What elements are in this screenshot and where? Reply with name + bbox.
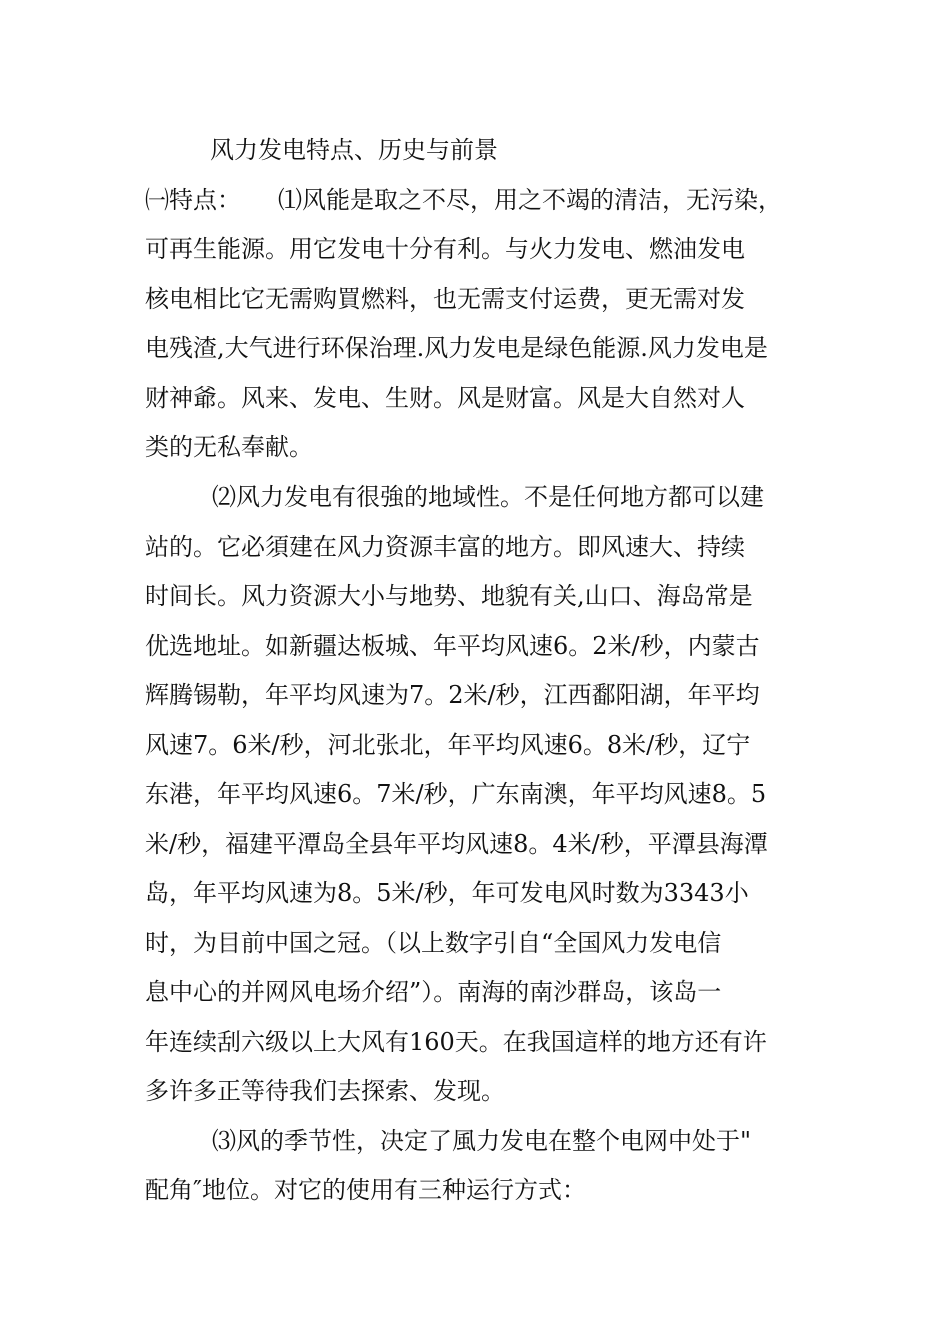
document-title: 风力发电特点、历史与前景 <box>210 136 498 164</box>
section1-line-5: 类的无私奉献。 <box>145 433 313 461</box>
section1-line-4: 财神爺。风来、发电、生财。风是财富。风是大自然对人 <box>145 384 745 412</box>
section2-line-6: 东港，年平均风速6。7米/秒，广东南澳，年平均风速8。5 <box>145 780 767 808</box>
section2-line-9: 时，为目前中国之冠。（以上数字引自“全国风力发电信 <box>145 929 722 957</box>
section1-line-3: 电残渣,大气进行环保治理.风力发电是绿色能源.风力发电是 <box>145 334 768 362</box>
section2-line-11: 年连续刮六级以上大风有160天。在我国這样的地方还有许 <box>145 1028 767 1056</box>
section2-line-4: 辉腾锡勒，年平均风速为7。2米/秒，江西鄱阳湖，年平均 <box>145 681 760 709</box>
section2-line-5: 风速7。6米/秒，河北张北，年平均风速6。8米/秒，辽宁 <box>145 731 751 759</box>
section2-line-1: 站的。它必須建在风力资源丰富的地方。即风速大、持续 <box>145 533 745 561</box>
section1-heading: ㈠特点： <box>145 186 241 214</box>
section2-line-2: 时间长。风力资源大小与地势、地貌有关,山口、海岛常是 <box>145 582 753 610</box>
section2-line-7: 米/秒，福建平潭岛全县年平均风速8。4米/秒，平潭县海潭 <box>145 830 768 858</box>
section1-first-line: ⑴风能是取之不尽，用之不竭的清洁，无污染， <box>278 186 782 214</box>
section2-line-12: 多许多正等待我们去探索、发现。 <box>145 1077 505 1105</box>
section1-line-2: 核电相比它无需购買燃料，也无需支付运费，更无需对发 <box>145 285 745 313</box>
section3-first-line: ⑶风的季节性，决定了風力发电在整个电网中处于" <box>212 1127 752 1155</box>
section2-line-8: 岛，年平均风速为8。5米/秒，年可发电风时数为3343小 <box>145 879 749 907</box>
section2-line-10: 息中心的并网风电场介绍”）。南海的南沙群岛，该岛一 <box>145 978 722 1006</box>
section1-line-1: 可再生能源。用它发电十分有利。与火力发电、燃油发电 <box>145 235 745 263</box>
section3-line-1: 配角″地位。对它的使用有三种运行方式： <box>145 1176 586 1204</box>
section2-line-3: 优选地址。如新疆达板城、年平均风速6。2米/秒，内蒙古 <box>145 632 760 660</box>
section2-first-line: ⑵风力发电有很強的地域性。不是任何地方都可以建 <box>212 483 764 511</box>
